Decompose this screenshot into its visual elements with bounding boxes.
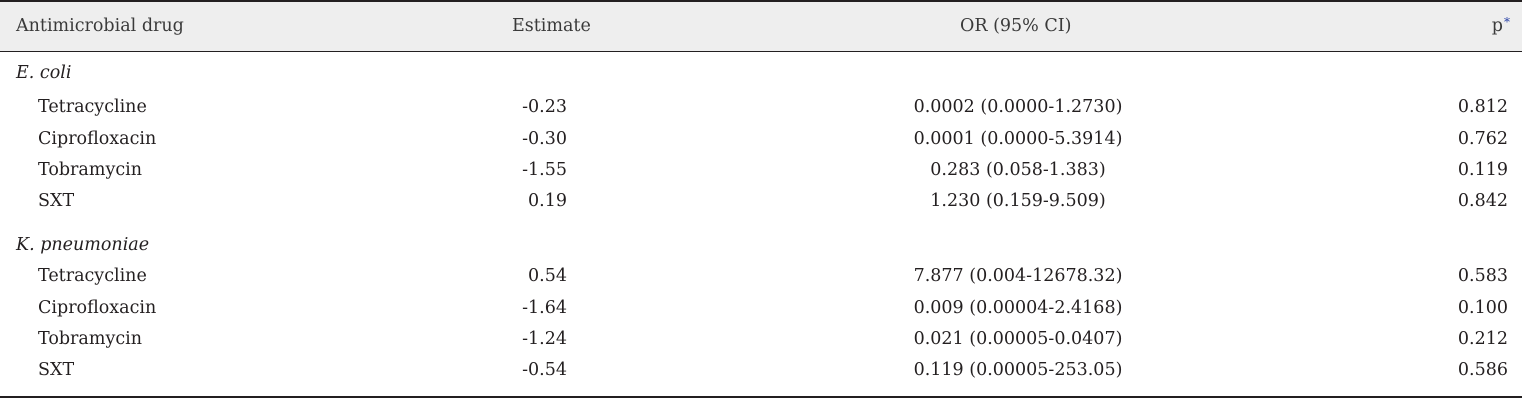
table-row [0, 127, 1522, 157]
cell-or: 0.119 (0.00005-253.05) [913, 360, 1123, 380]
cell-estimate: -1.55 [522, 160, 567, 180]
cell-drug: Tetracycline [38, 97, 147, 117]
cell-drug: Tobramycin [38, 329, 143, 349]
cell-drug: Tetracycline [38, 266, 147, 286]
header-drug: Antimicrobial drug [16, 16, 184, 36]
table-row [0, 95, 1522, 125]
table-row [0, 189, 1522, 219]
cell-p: 0.842 [1457, 191, 1508, 211]
top-rule [0, 0, 1522, 2]
cell-or: 0.0001 (0.0000-5.3914) [913, 129, 1123, 149]
cell-or: 0.283 (0.058-1.383) [930, 160, 1106, 180]
cell-p: 0.583 [1457, 266, 1508, 286]
table-row [0, 358, 1522, 388]
cell-estimate: -0.54 [522, 360, 567, 380]
cell-p: 0.762 [1457, 129, 1508, 149]
cell-drug: Ciprofloxacin [38, 129, 157, 149]
table-row [0, 327, 1522, 357]
table-row [0, 264, 1522, 294]
cell-p: 0.812 [1457, 97, 1508, 117]
table-header [0, 0, 1522, 51]
cell-estimate: -0.23 [522, 97, 567, 117]
bottom-rule [0, 396, 1522, 398]
header-estimate: Estimate [512, 16, 591, 36]
cell-or: 0.009 (0.00004-2.4168) [913, 298, 1123, 318]
group-label-ecoli: E. coli [16, 63, 72, 83]
cell-estimate: 0.19 [528, 191, 567, 211]
cell-p: 0.100 [1457, 298, 1508, 318]
cell-or: 1.230 (0.159-9.509) [930, 191, 1106, 211]
cell-p: 0.212 [1457, 329, 1508, 349]
cell-p: 0.586 [1457, 360, 1508, 380]
cell-estimate: -0.30 [522, 129, 567, 149]
cell-or: 7.877 (0.004-12678.32) [913, 266, 1123, 286]
table-row [0, 296, 1522, 326]
cell-or: 0.0002 (0.0000-1.2730) [913, 97, 1123, 117]
cell-drug: SXT [38, 191, 75, 211]
cell-estimate: 0.54 [528, 266, 567, 286]
cell-drug: SXT [38, 360, 75, 380]
cell-p: 0.119 [1457, 160, 1508, 180]
cell-or: 0.021 (0.00005-0.0407) [913, 329, 1123, 349]
header-p [1492, 14, 1510, 38]
cell-drug: Ciprofloxacin [38, 298, 157, 318]
cell-estimate: -1.64 [522, 298, 567, 318]
cell-drug: Tobramycin [38, 160, 143, 180]
header-p-label: p [1491, 16, 1503, 36]
table-row [0, 158, 1522, 188]
header-rule [0, 51, 1522, 52]
header-or: OR (95% CI) [960, 16, 1072, 36]
cell-estimate: -1.24 [522, 329, 567, 349]
group-label-kpneumoniae: K. pneumoniae [16, 235, 150, 255]
footnote-mark[interactable]: * [1504, 15, 1510, 29]
